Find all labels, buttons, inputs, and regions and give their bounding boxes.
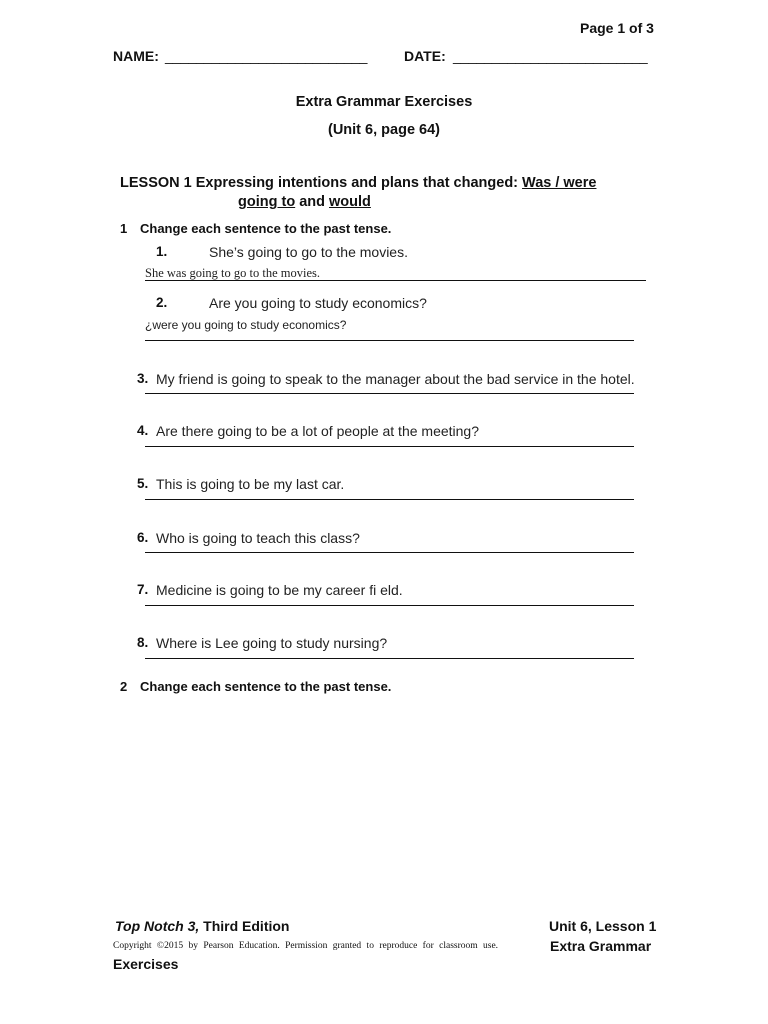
answer-line <box>145 280 646 281</box>
item-number: 7. <box>137 582 149 597</box>
item-sentence: Are there going to be a lot of people at the meeting? <box>156 423 480 439</box>
name-blank: __________________________ <box>165 48 368 64</box>
exercise-2-number: 2 <box>120 679 128 694</box>
page-subtitle: (Unit 6, page 64) <box>328 122 440 138</box>
exercise-1-number: 1 <box>120 221 128 236</box>
item-number: 4. <box>137 423 149 438</box>
page-title: Extra Grammar Exercises <box>295 94 473 110</box>
date-label: DATE: <box>404 48 446 64</box>
lesson-underlined-would: would <box>329 194 371 210</box>
footer-book-title: Top Notch 3, <box>115 918 200 934</box>
answer-line <box>145 340 634 341</box>
lesson-underlined-was-were: Was / were <box>522 175 597 191</box>
exercise-1-instruction <box>120 221 391 236</box>
typed-answer: ¿were you going to study economics? <box>145 318 347 332</box>
item-sentence: Are you going to study economics? <box>209 295 427 311</box>
answer-line <box>145 499 634 500</box>
name-label: NAME: <box>113 48 159 64</box>
item-sentence: Where is Lee going to study nursing? <box>156 635 388 651</box>
exercise-2-instruction <box>120 679 391 694</box>
lesson-prefix: LESSON 1 Expressing intentions and plans that changed: <box>120 175 523 191</box>
footer-copyright: Copyright ©2015 by Pearson Education. Permission granted to reproduce for classroom use. <box>113 941 499 951</box>
answer-line <box>145 393 634 394</box>
item-number: 1. <box>156 244 168 259</box>
item-sentence: Medicine is going to be my career fi eld. <box>156 582 403 598</box>
item-number: 8. <box>137 635 149 650</box>
answer-line <box>145 605 634 606</box>
exercise-2-text: Change each sentence to the past tense. <box>140 679 392 694</box>
item-sentence: My friend is going to speak to the manager about the bad service in the hotel. <box>156 371 635 387</box>
item-sentence: She’s going to go to the movies. <box>209 244 408 260</box>
page-number: Page 1 of 3 <box>580 20 654 36</box>
item-sentence: Who is going to teach this class? <box>156 530 360 546</box>
answer-line <box>145 658 634 659</box>
footer-edition: Third Edition <box>199 918 290 934</box>
item-sentence: This is going to be my last car. <box>156 476 345 492</box>
lesson-and: and <box>295 194 330 210</box>
handwritten-answer: She was going to go to the movies. <box>145 266 320 280</box>
lesson-heading <box>120 174 596 212</box>
footer-extra-grammar: Extra Grammar <box>550 938 652 954</box>
footer-book <box>115 918 289 934</box>
item-number: 3. <box>137 371 149 386</box>
item-number: 5. <box>137 476 149 491</box>
footer-exercises: Exercises <box>113 956 179 972</box>
date-blank: _________________________ <box>453 48 648 64</box>
exercise-1-text: Change each sentence to the past tense. <box>140 221 392 236</box>
footer-unit: Unit 6, Lesson 1 <box>549 918 657 934</box>
item-number: 2. <box>156 295 168 310</box>
answer-line <box>145 552 634 553</box>
item-number: 6. <box>137 530 149 545</box>
lesson-underlined-going-to: going to <box>238 194 296 210</box>
answer-line <box>145 446 634 447</box>
